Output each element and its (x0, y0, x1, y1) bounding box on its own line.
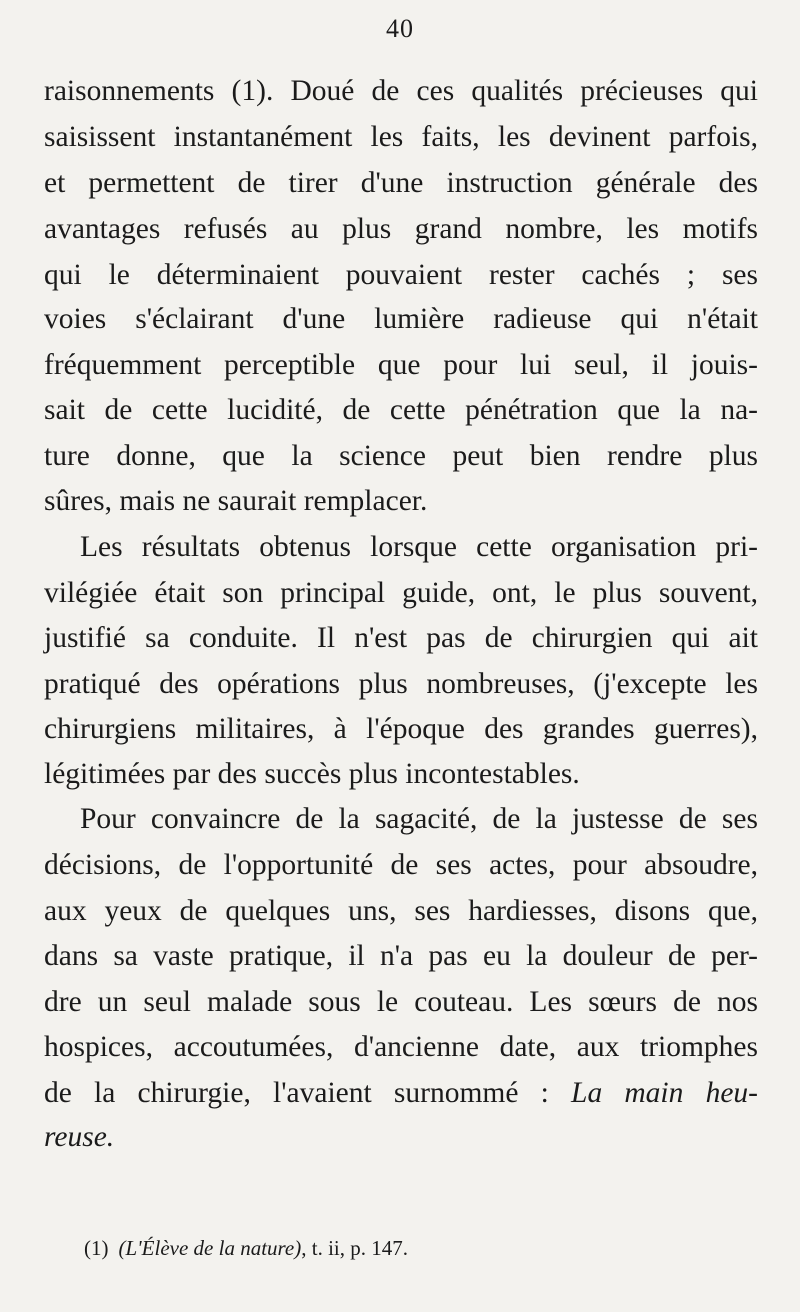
text-line (44, 1074, 758, 1112)
text-line: saisissent instantanément les faits, les devinent parfois, (44, 121, 758, 153)
text-line: dre un seul malade sous le couteau. Les sœurs de nos (44, 986, 758, 1018)
text-line: sait de cette lucidité, de cette pénétration que la na- (44, 394, 758, 426)
page-number: 40 (386, 14, 414, 43)
text-line: chirurgiens militaires, à l'époque des grandes guerres), (44, 713, 758, 745)
text-line: sûres, mais ne saurait remplacer. (44, 485, 428, 517)
text-line-prefix: de la chirurgie, l'avaient surnommé : (44, 1077, 572, 1109)
text-line: aux yeux de quelques uns, ses hardiesses, disons que, (44, 895, 758, 927)
text-line: avantages refusés au plus grand nombre, les motifs (44, 213, 758, 245)
text-line-italic: La main heu- (571, 1077, 758, 1109)
text-line: vilégiée était son principal guide, ont, le plus souvent, (44, 577, 758, 609)
text-line: ture donne, que la science peut bien rendre plus (44, 440, 758, 472)
text-line: hospices, accoutumées, d'ancienne date, aux triomphes (44, 1031, 758, 1063)
text-line: pratiqué des opérations plus nombreuses, (j'excepte les (44, 668, 758, 700)
text-line (44, 1118, 758, 1156)
text-line: légitimées par des succès plus incontestables. (44, 758, 580, 790)
text-line: justifié sa conduite. Il n'est pas de chirurgien qui ait (44, 622, 758, 654)
text-line-italic: reuse. (44, 1121, 115, 1153)
text-line: dans sa vaste pratique, il n'a pas eu la douleur de per- (44, 940, 758, 972)
footnote (84, 1234, 408, 1262)
text-line: décisions, de l'opportunité de ses actes, pour absoudre, (44, 849, 758, 881)
footnote-ref: (1) (84, 1236, 109, 1260)
text-line: Les résultats obtenus lorsque cette organisation pri- (80, 531, 758, 563)
footnote-title: (L'Élève de la nature) (118, 1236, 302, 1260)
text-line: voies s'éclairant d'une lumière radieuse qui n'était (44, 303, 758, 335)
text-line: Pour convaincre de la sagacité, de la justesse de ses (80, 803, 758, 835)
text-line: qui le déterminaient pouvaient rester cachés ; ses (44, 259, 758, 291)
footnote-rest: , t. ii, p. 147. (301, 1236, 409, 1260)
text-line: et permettent de tirer d'une instruction générale des (44, 167, 758, 199)
text-line: fréquemment perceptible que pour lui seul, il jouis- (44, 349, 758, 381)
text-line: raisonnements (1). Doué de ces qualités précieuses qui (44, 75, 758, 107)
